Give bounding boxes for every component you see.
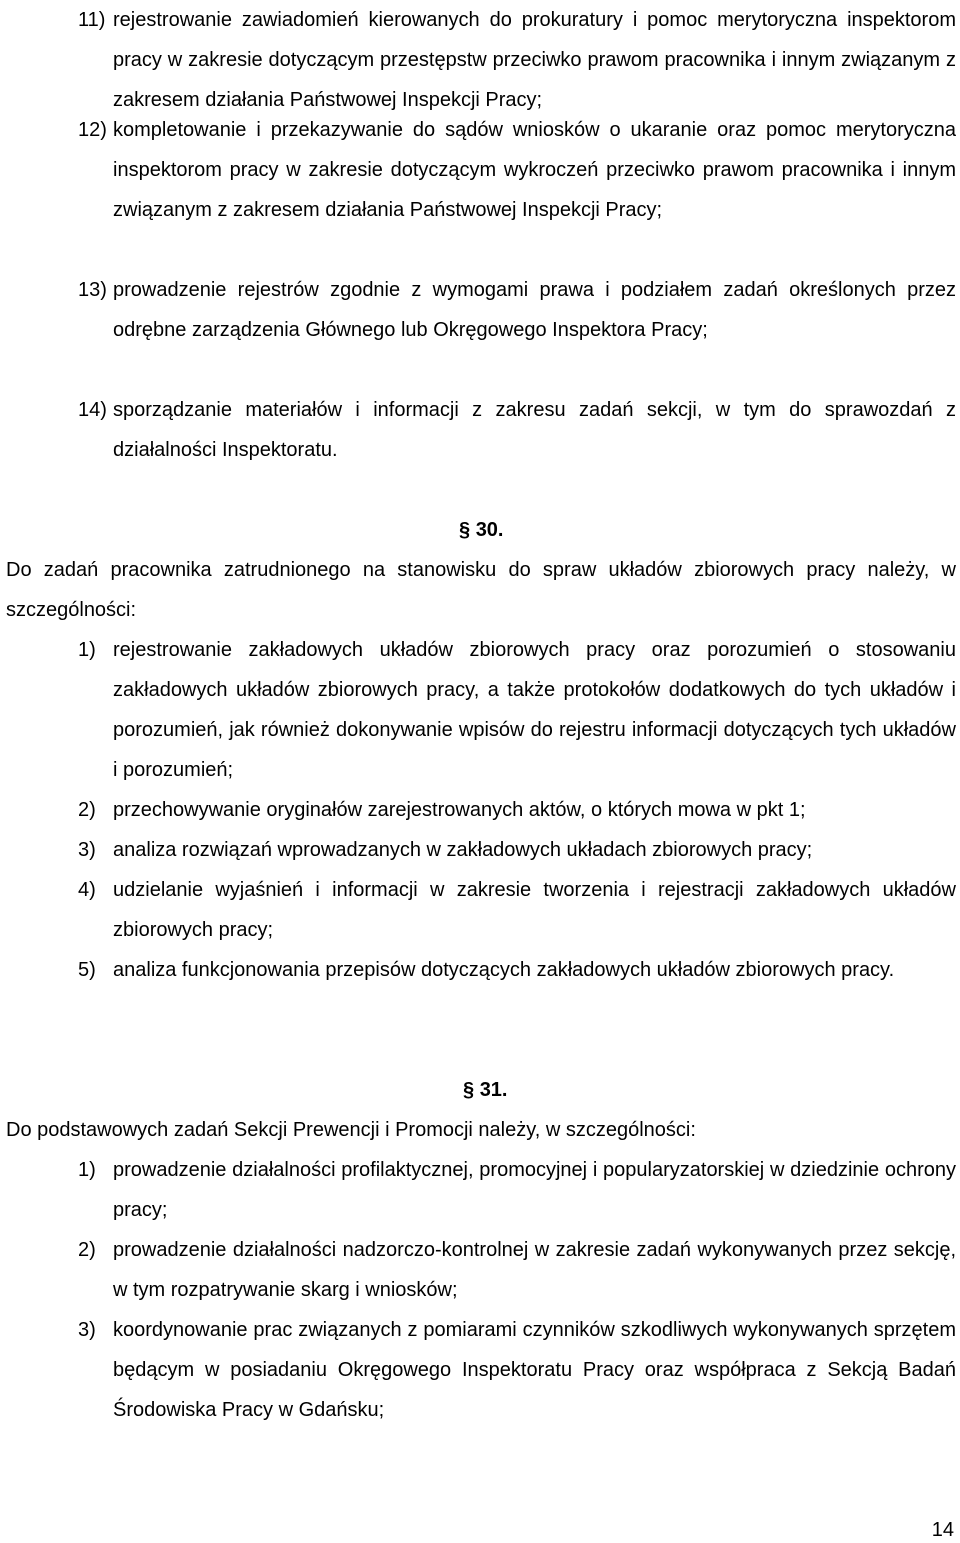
section-31-item-2: [78, 1230, 956, 1310]
list-item-14: [78, 390, 956, 470]
list-item-text: udzielanie wyjaśnień i informacji w zakresie tworzenia i rejestracji zakładowych układów zbiorowych pracy;: [113, 879, 956, 941]
list-item-number: 3): [78, 1319, 96, 1341]
page-number: 14: [931, 1519, 954, 1541]
list-item-number: 3): [78, 839, 96, 861]
section-31-intro: Do podstawowych zadań Sekcji Prewencji i Promocji należy, w szczególności:: [6, 1119, 696, 1141]
list-item-11: [78, 0, 956, 120]
section-heading-30: [459, 510, 504, 550]
section-30-item-3: [78, 830, 956, 870]
list-item-number: 1): [78, 1159, 96, 1181]
section-30-item-1: [78, 630, 956, 790]
list-item-text: analiza funkcjonowania przepisów dotyczących zakładowych układów zbiorowych pracy.: [113, 959, 895, 981]
section-31-item-1: [78, 1150, 956, 1230]
list-item-text: rejestrowanie zawiadomień kierowanych do prokuratury i pomoc merytoryczna inspektorom pracy w zakresie dotyczącym przestępstw przeciwko prawom pracownika i innym związanym z zakresem działania Państwowej Inspekcji Pracy;: [113, 9, 956, 111]
list-item-number: 12): [78, 119, 107, 141]
section-30-item-5: [78, 950, 956, 990]
list-item-12: [78, 110, 956, 230]
section-30-item-4: [78, 870, 956, 950]
list-item-number: 2): [78, 799, 96, 821]
list-item-number: 5): [78, 959, 96, 981]
list-item-text: prowadzenie działalności profilaktycznej, promocyjnej i popularyzatorskiej w dziedzinie ochrony pracy;: [113, 1159, 956, 1221]
list-item-text: sporządzanie materiałów i informacji z zakresu zadań sekcji, w tym do sprawozdań z działalności Inspektoratu.: [113, 399, 956, 461]
list-item-text: prowadzenie rejestrów zgodnie z wymogami prawa i podziałem zadań określonych przez odrębne zarządzenia Głównego lub Okręgowego Inspektora Pracy;: [113, 279, 956, 341]
section-number: 30.: [475, 519, 504, 541]
list-item-number: 14): [78, 399, 107, 421]
list-item-text: rejestrowanie zakładowych układów zbiorowych pracy oraz porozumień o stosowaniu zakładowych układów zbiorowych pracy, a także protokołów dodatkowych do tych układów i porozumień, jak również dokonywanie wpisów do rejestru informacji dotyczących tych układów i porozumień;: [113, 639, 956, 781]
list-item-text: przechowywanie oryginałów zarejestrowanych aktów, o których mowa w pkt 1;: [113, 799, 806, 821]
list-item-text: kompletowanie i przekazywanie do sądów wniosków o ukaranie oraz pomoc merytoryczna inspektorom pracy w zakresie dotyczącym wykroczeń przeciwko prawom pracownika i innym związanym z zakresem działania Państwowej Inspekcji Pracy;: [113, 119, 956, 221]
list-item-number: 11): [78, 9, 106, 31]
list-item-number: 13): [78, 279, 107, 301]
section-31-item-3: [78, 1310, 956, 1430]
list-item-number: 1): [78, 639, 96, 661]
section-number: 31.: [479, 1079, 508, 1101]
section-30-item-2: [78, 790, 956, 830]
section-symbol: §: [459, 519, 471, 541]
section-heading-31: [463, 1070, 508, 1110]
list-item-text: koordynowanie prac związanych z pomiarami czynników szkodliwych wykonywanych sprzętem będącym w posiadaniu Okręgowego Inspektoratu Pracy oraz współpraca z Sekcją Badań Środowiska Pracy w Gdańsku;: [113, 1319, 956, 1421]
list-item-13: [78, 270, 956, 350]
list-item-text: prowadzenie działalności nadzorczo-kontrolnej w zakresie zadań wykonywanych przez sekcję, w tym rozpatrywanie skarg i wniosków;: [113, 1239, 956, 1301]
list-item-number: 4): [78, 879, 96, 901]
list-item-number: 2): [78, 1239, 96, 1261]
list-item-text: analiza rozwiązań wprowadzanych w zakładowych układach zbiorowych pracy;: [113, 839, 813, 861]
section-symbol: §: [463, 1079, 475, 1101]
section-30-intro: Do zadań pracownika zatrudnionego na stanowisku do spraw układów zbiorowych pracy należy, w szczególności:: [6, 559, 956, 621]
